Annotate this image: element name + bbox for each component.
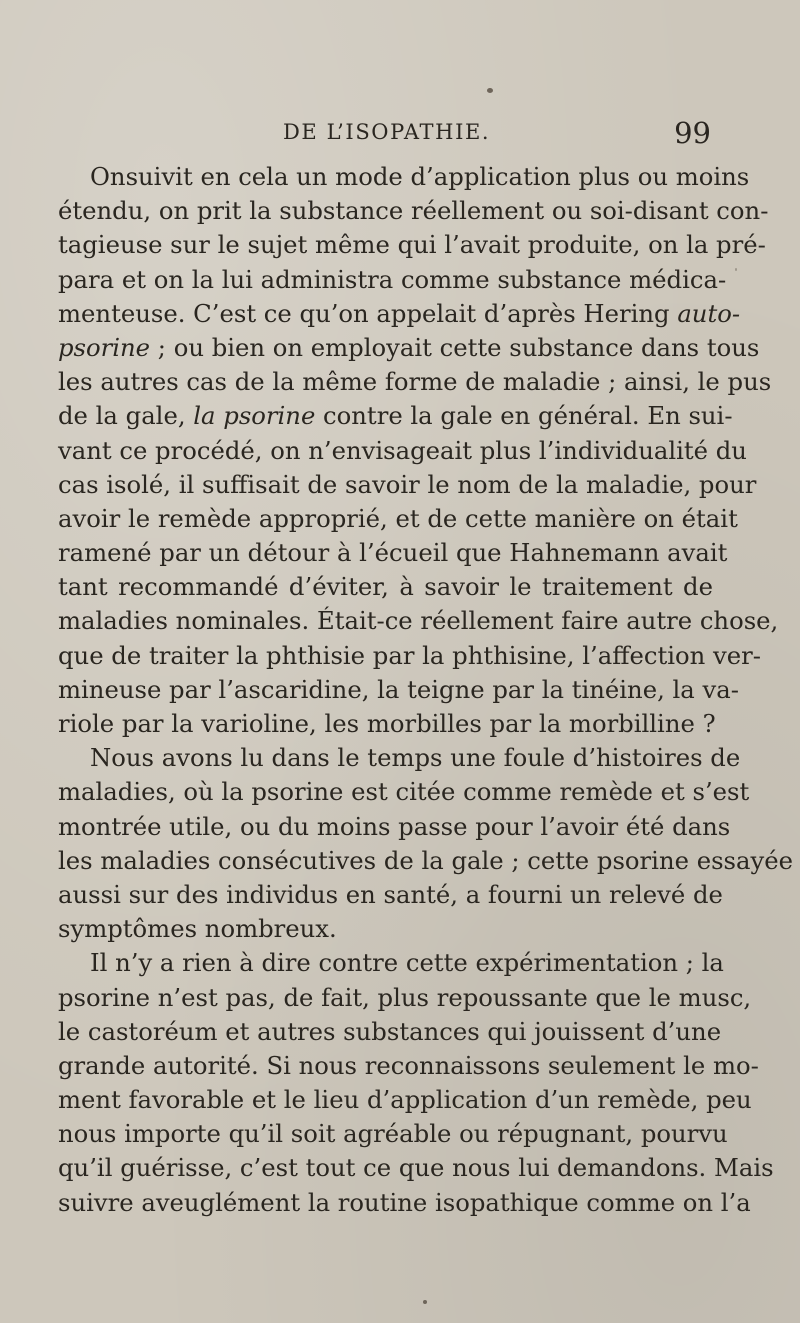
text-line: Nous avons lu dans le temps une foule d’histoires de <box>90 743 741 773</box>
text-line: grande autorité. Si nous reconnaissons seulement le mo- <box>58 1050 759 1080</box>
page-number: 99 <box>674 116 711 150</box>
running-title: DE L’ISOPATHIE. <box>283 120 491 144</box>
body-text <box>58 160 793 1220</box>
text-line: de la gale, la psorine contre la gale en général. En sui- <box>58 401 733 431</box>
text-line: que de traiter la phthisie par la phthisine, l’affection ver- <box>58 640 761 670</box>
text-line: étendu, on prit la substance réellement ou soi-disant con- <box>58 196 769 226</box>
text-line: vant ce procédé, on n’envisageait plus l’individualité du <box>58 435 747 465</box>
text-line: riole par la varioline, les morbilles par la morbilline ? <box>58 709 716 738</box>
italic-term: psorine <box>58 332 151 362</box>
text-line: les maladies consécutives de la gale ; cette psorine essayée <box>58 845 793 875</box>
paper-speck <box>423 1300 427 1304</box>
text-line: menteuse. C’est ce qu’on appelait d’après Hering auto- <box>58 298 741 328</box>
text-line: symptômes nombreux. <box>58 914 337 944</box>
text-line: cas isolé, il suffisait de savoir le nom de la maladie, pour <box>58 469 757 499</box>
text-line: Il n’y a rien à dire contre cette expérimentation ; la <box>90 948 724 978</box>
text-line: tant recommandé d’éviter, à savoir le traitement de <box>58 572 713 602</box>
text-line: psorine ; ou bien on employait cette substance dans tous <box>58 332 760 362</box>
italic-term: auto- <box>677 298 741 328</box>
text-line: les autres cas de la même forme de maladie ; ainsi, le pus <box>58 367 772 397</box>
text-line: qu’il guérisse, c’est tout ce que nous lui demandons. Mais <box>58 1153 774 1183</box>
text-line: psorine n’est pas, de fait, plus repoussante que le musc, <box>58 982 752 1012</box>
text-line: avoir le remède approprié, et de cette manière on était <box>58 503 738 533</box>
text-line: ramené par un détour à l’écueil que Hahnemann avait <box>58 538 728 568</box>
text-line: tagieuse sur le sujet même qui l’avait produite, on la pré- <box>58 230 766 260</box>
text-line: suivre aveuglément la routine isopathique comme on l’a <box>58 1187 751 1217</box>
italic-term: la psorine <box>193 401 316 431</box>
text-line: nous importe qu’il soit agréable ou répugnant, pourvu <box>58 1119 728 1149</box>
text-line: maladies, où la psorine est citée comme remède et s’est <box>58 777 750 807</box>
paper-speck <box>487 88 493 93</box>
text-line: aussi sur des individus en santé, a fourni un relevé de <box>58 879 723 909</box>
text-line: montrée utile, ou du moins passe pour l’avoir été dans <box>58 811 731 841</box>
text-line: mineuse par l’ascaridine, la teigne par la tinéine, la va- <box>58 674 739 704</box>
text-line: Onsuivit en cela un mode d’application plus ou moins <box>90 162 750 191</box>
text-line: para et on la lui administra comme substance médica- <box>58 264 727 294</box>
text-line: maladies nominales. Était-ce réellement faire autre chose, <box>58 606 779 636</box>
running-head <box>283 116 715 152</box>
text-line: le castoréum et autres substances qui jouissent d’une <box>58 1016 722 1046</box>
text-line: ment favorable et le lieu d’application d’un remède, peu <box>58 1085 752 1115</box>
paper-speck <box>735 268 737 271</box>
